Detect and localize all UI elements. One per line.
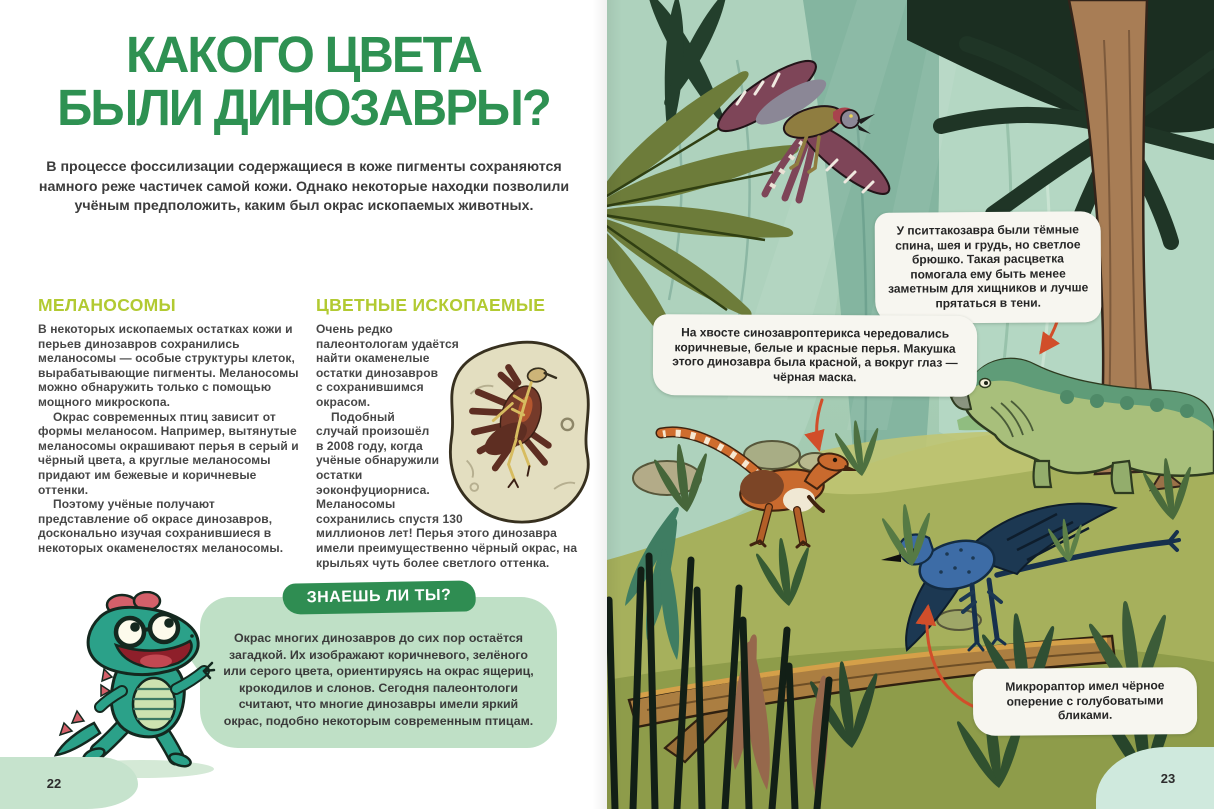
paragraph: Очень редко палеонтологам удаётся найти окаменелые остатки динозавров с сохранившимся окрасом. — [316, 322, 459, 409]
column-melanosomes — [38, 296, 300, 570]
page-number-right-value: 23 — [1160, 770, 1176, 786]
page-title-line1: КАКОГО ЦВЕТА — [126, 26, 481, 83]
frog-mascot-illustration — [50, 591, 226, 783]
page-number-left — [0, 757, 138, 809]
callout-microraptor-text: Микрораптор имел чёрное оперение с голубоватыми бликами. — [1005, 678, 1165, 723]
callout-microraptor — [973, 667, 1198, 736]
paragraph: Поэтому учёные получают представление об окрасе динозавров, досконально изучая сохранившиеся в некоторых окаменелостях меланосомы. — [38, 497, 284, 555]
column-colored-fossils — [316, 296, 578, 570]
did-you-know-badge: ЗНАЕШЬ ЛИ ТЫ? — [282, 580, 475, 614]
fossil-stone-icon — [442, 334, 594, 530]
paragraph: Подобный случай произошёл в 2008 году, когда учёные обнаружили остатки эоконфуциорниса. Меланосомы сохранились спустя 130 миллионов лет! Перья этого динозавра имели преимущественно чёрный окрас, на крыльях чуть более светлого оттенка. — [316, 409, 578, 570]
did-you-know-bubble — [200, 586, 557, 748]
did-you-know-text: Окрас многих динозавров до сих пор остаётся загадкой. Их изображают коричневого, зелёного или серого цвета, ориентируясь на окрас ящериц, крокодилов и слонов. Сегодня палеонтологи считают, что многие динозавры имели яркий окрас, подобно некоторым современным птицам. — [223, 631, 534, 728]
paragraph: Окрас современных птиц зависит от формы меланосом. Например, вытянутые меланосомы окрашивают перья в серый и чёрный цвета, а круглые меланосомы придают им бежевые и коричневые оттенки. — [38, 409, 299, 497]
page-title-line2: БЫЛИ ДИНОЗАВРЫ? — [57, 79, 550, 136]
section-heading-melanosomes: МЕЛАНОСОМЫ — [38, 295, 176, 315]
page-title — [12, 28, 595, 134]
paragraph: В некоторых ископаемых остатках кожи и перьев динозавров сохранились меланосомы — особые структуры клеток, вырабатывающие пигменты. Меланосомы можно обнаружить только с помощью мощного микроскопа. — [38, 322, 299, 409]
callout-sinosauropteryx — [653, 314, 977, 397]
text-columns — [38, 296, 578, 570]
callout-psittacosaurus-text: У пситтакозавра были тёмные спина, шея и грудь, но светлое брюшко. Такая расцветка помогала ему быть менее заметным для хищников и лучше прятаться в тени. — [887, 222, 1089, 311]
section-heading-colored-fossils: ЦВЕТНЫЕ ИСКОПАЕМЫЕ — [316, 295, 546, 315]
page-number-left-value: 22 — [46, 775, 62, 791]
callout-sinosauropteryx-text: На хвосте синозавроптерикса чередовались коричневые, белые и красные перья. Макушка этого динозавра была красной, а вокруг глаз — чёрная маска. — [672, 325, 958, 384]
page-right — [607, 0, 1214, 809]
intro-text: В процессе фоссилизации содержащиеся в коже пигменты сохраняются намного реже частичек самой кожи. Однако некоторые находки позволили учёным предположить, каким был окрас ископаемых животных. — [38, 159, 570, 214]
fossil-illustration — [442, 334, 594, 530]
callout-psittacosaurus — [875, 211, 1102, 323]
